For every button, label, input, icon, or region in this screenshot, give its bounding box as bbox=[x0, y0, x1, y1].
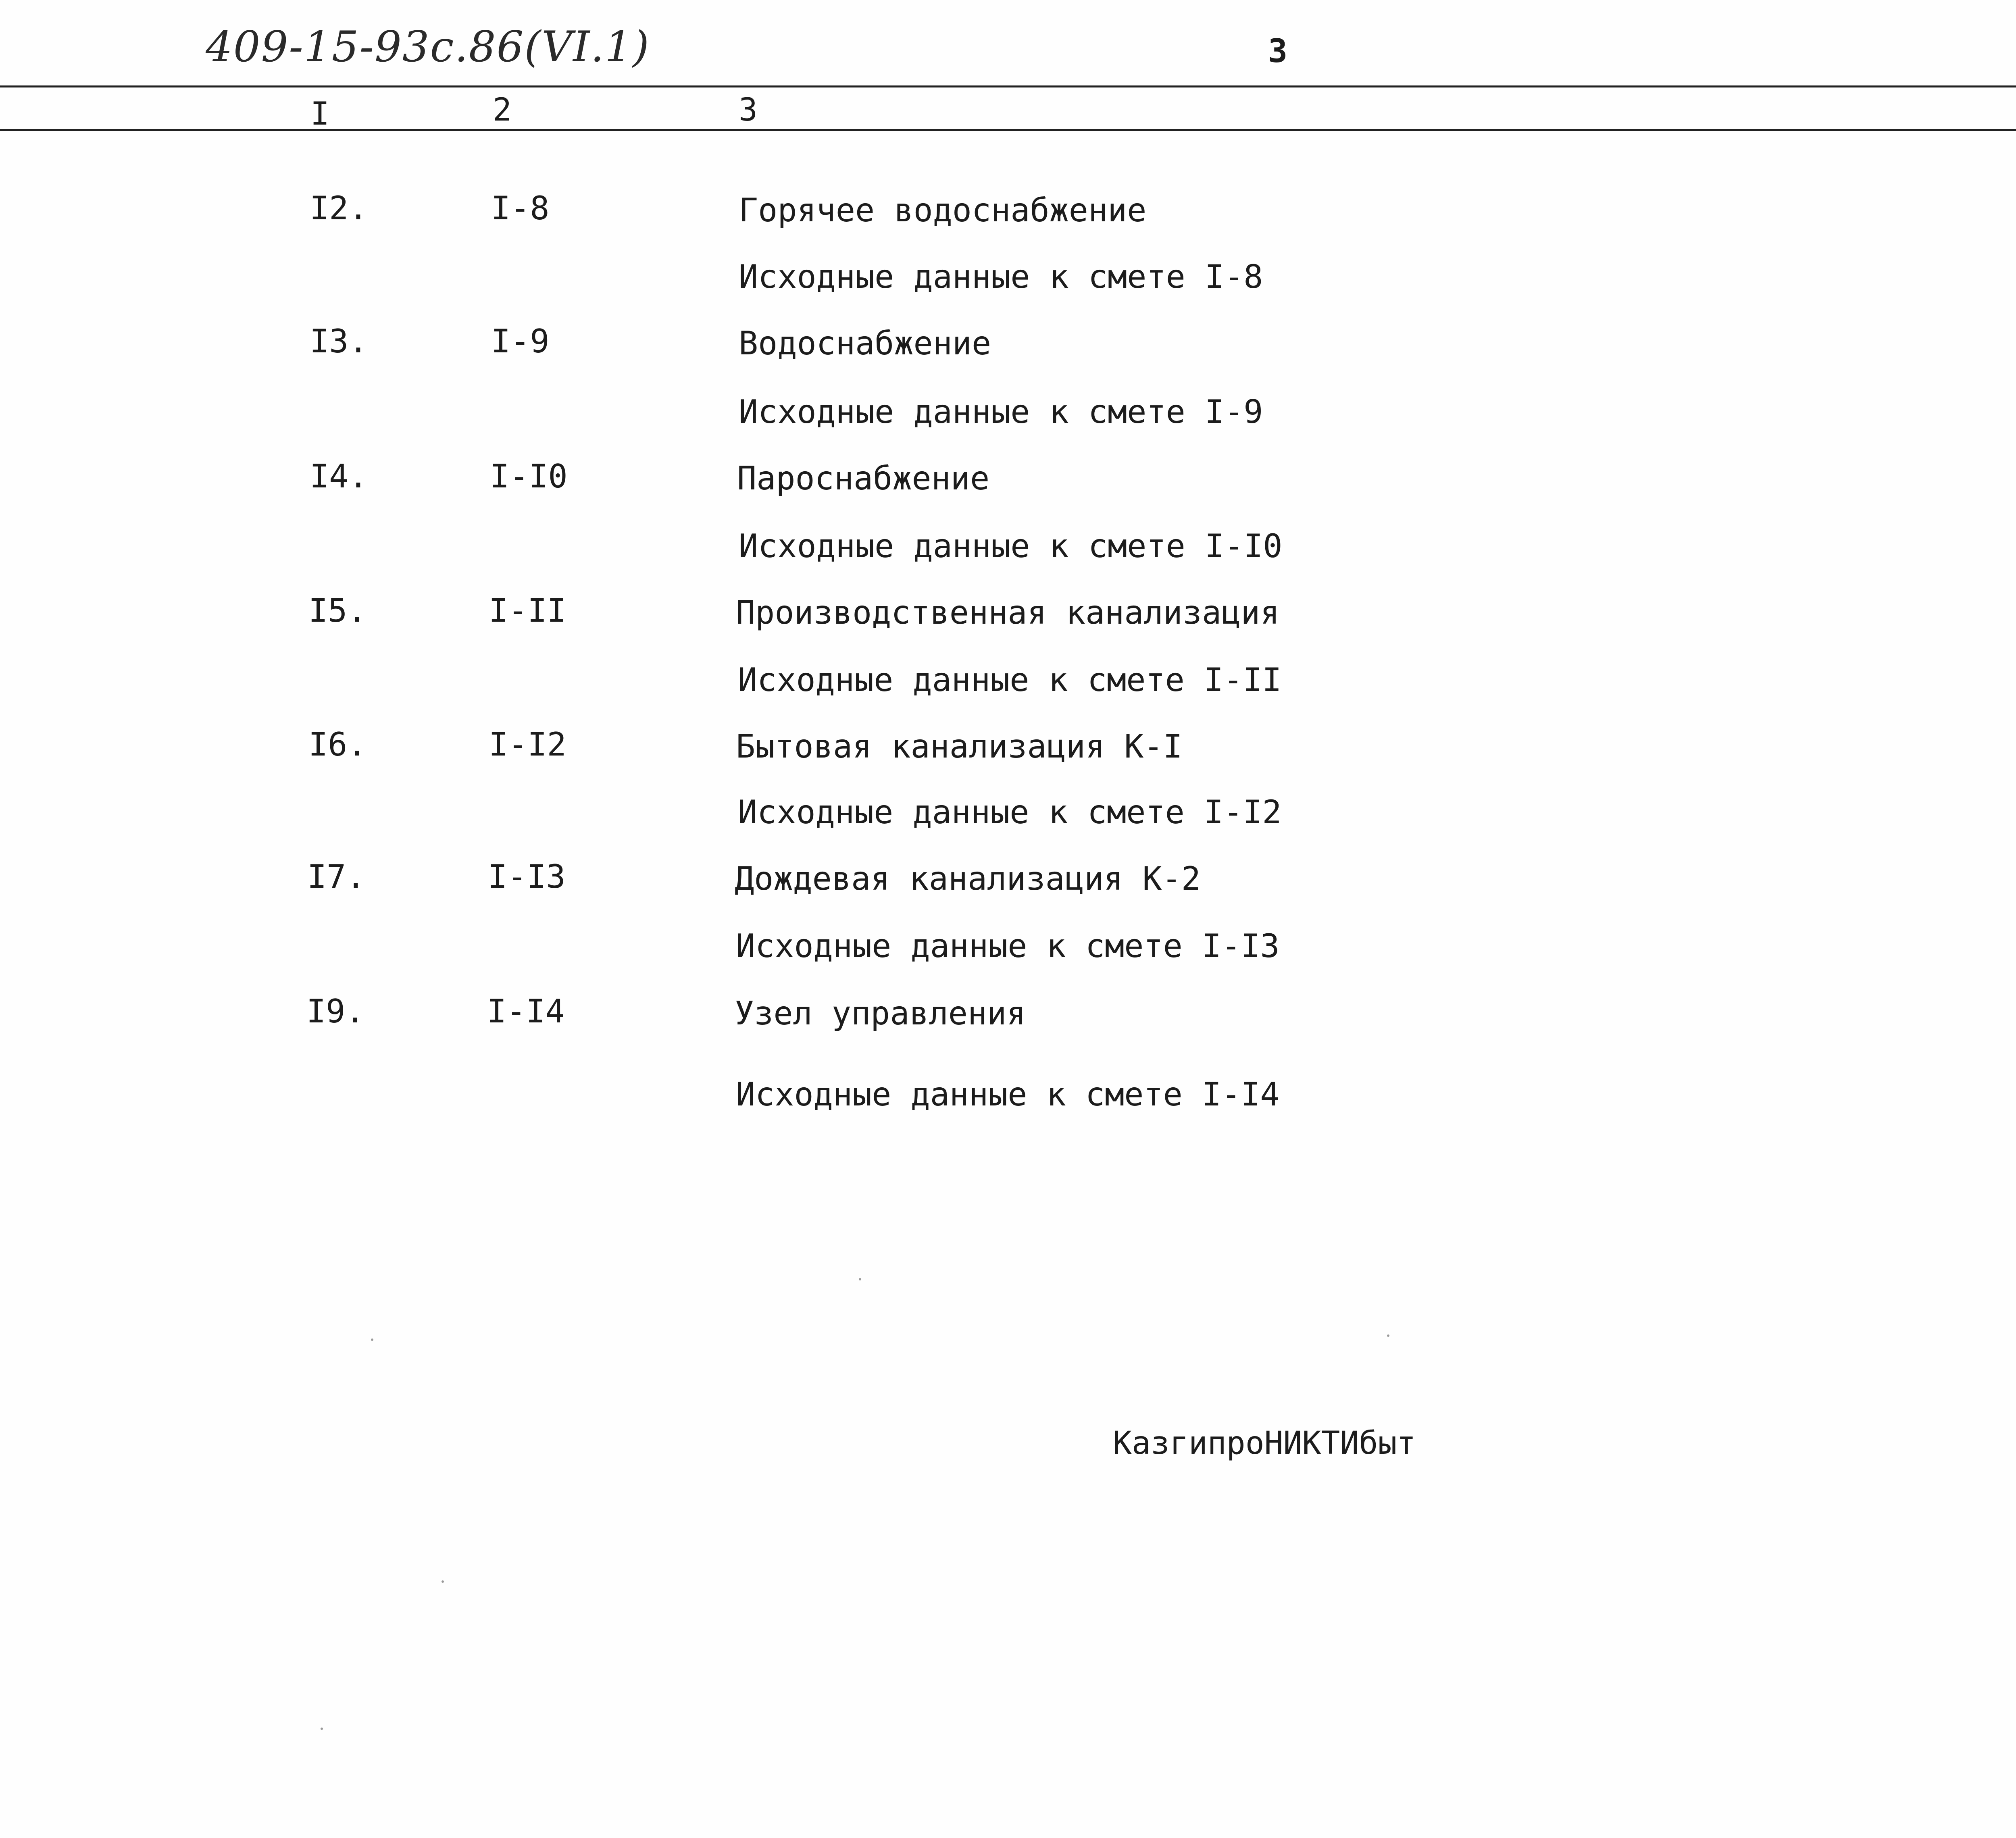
section-title: Узел управления bbox=[735, 995, 1026, 1032]
section-title: Дождевая канализация К-2 bbox=[735, 860, 1201, 897]
section-title: Исходные данные к смете I-8 bbox=[739, 258, 1263, 296]
column-header-3: 3 bbox=[739, 92, 758, 128]
estimate-number: I-9 bbox=[491, 323, 550, 360]
estimate-number: I-I4 bbox=[487, 993, 565, 1030]
section-title: Бытовая канализация К-I bbox=[736, 728, 1183, 765]
handwritten-document-code: 409-15-93с.86(VI.1) bbox=[206, 22, 650, 71]
row-number: I3. bbox=[310, 323, 368, 360]
organization-name: КазгипроНИКТИбыт bbox=[1113, 1425, 1416, 1461]
section-title: Исходные данные к смете I-I3 bbox=[736, 927, 1280, 965]
estimate-number: I-I2 bbox=[489, 726, 566, 763]
section-title: Водоснабжение bbox=[739, 325, 991, 362]
scan-speck bbox=[371, 1338, 373, 1341]
column-header-2: 2 bbox=[493, 92, 512, 128]
section-title: Производственная канализация bbox=[736, 594, 1280, 631]
row-number: I6. bbox=[308, 726, 367, 763]
scan-speck bbox=[1387, 1334, 1389, 1337]
section-title: Исходные данные к смете I-I0 bbox=[739, 527, 1283, 565]
section-title: Пароснабжение bbox=[737, 460, 990, 497]
header-bottom-rule bbox=[0, 129, 2016, 131]
row-number: I5. bbox=[308, 592, 367, 629]
section-title: Исходные данные к смете I-II bbox=[738, 661, 1282, 699]
scan-speck bbox=[859, 1278, 861, 1280]
estimate-number: I-I0 bbox=[490, 458, 568, 495]
section-title: Исходные данные к смете I-9 bbox=[739, 393, 1263, 431]
column-header-1: I bbox=[310, 96, 329, 132]
row-number: I7. bbox=[307, 858, 366, 895]
section-title: Горячее водоснабжение bbox=[739, 192, 1147, 229]
row-number: I4. bbox=[310, 458, 368, 495]
estimate-number: I-8 bbox=[491, 189, 550, 227]
page-number: 3 bbox=[1268, 32, 1288, 70]
row-number: I9. bbox=[306, 993, 365, 1030]
estimate-number: I-II bbox=[489, 592, 566, 629]
row-number: I2. bbox=[310, 189, 368, 227]
scan-speck bbox=[321, 1728, 323, 1730]
scan-speck bbox=[442, 1580, 444, 1583]
section-title: Исходные данные к смете I-I2 bbox=[738, 793, 1282, 831]
header-top-rule bbox=[0, 85, 2016, 87]
section-title: Исходные данные к смете I-I4 bbox=[736, 1076, 1280, 1113]
estimate-number: I-I3 bbox=[488, 858, 566, 895]
